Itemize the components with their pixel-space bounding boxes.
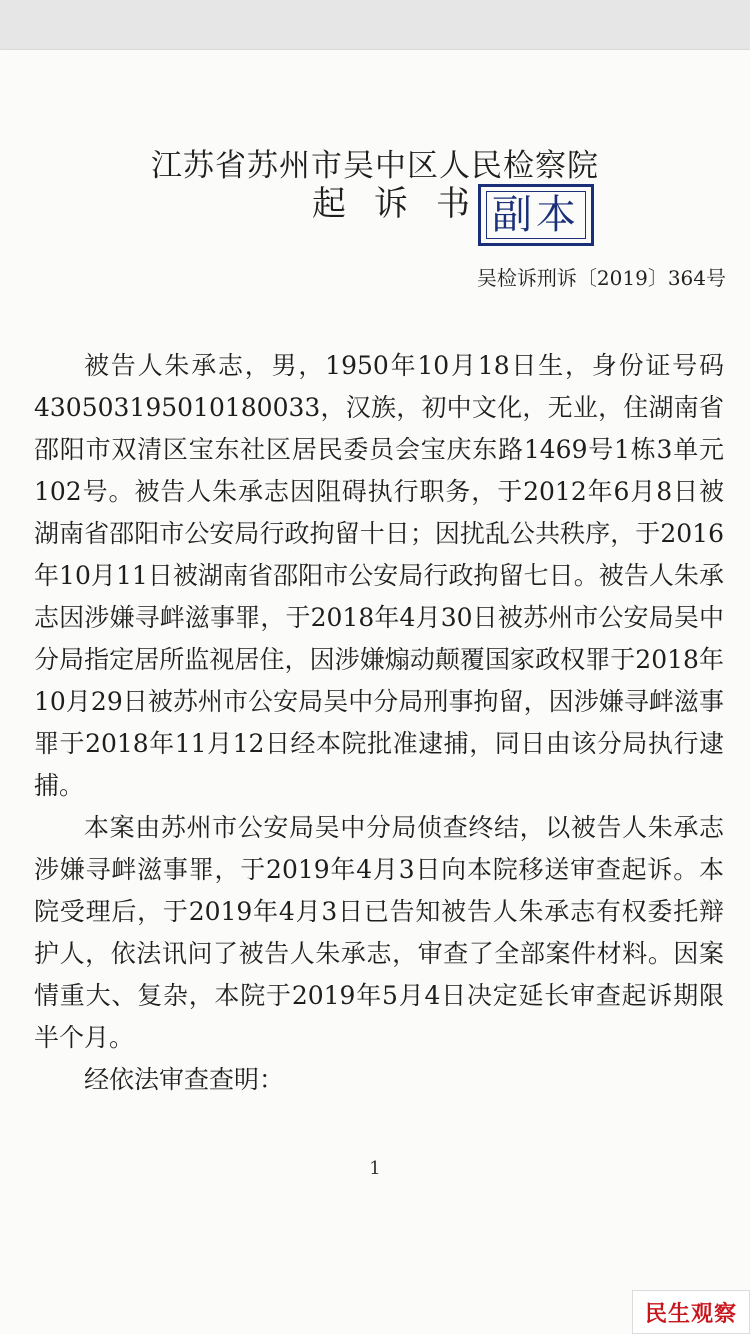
paragraph-case-procedure: 本案由苏州市公安局吴中分局侦查终结，以被告人朱承志涉嫌寻衅滋事罪，于2019年4月3日向本院移送审查起诉。本院受理后，于2019年4月3日已告知被告人朱承志有权委托辩护人，依法讯问了被告人朱承志，审查了全部案件材料。因案情重大、复杂，本院于2019年5月4日决定延长审查起诉期限半个月。 xyxy=(34,813,724,1052)
document-body xyxy=(34,345,724,1101)
paragraph-findings-intro: 经依法审查查明： xyxy=(84,1065,285,1094)
document-type-title: 起诉书 xyxy=(312,184,498,224)
top-bar xyxy=(0,0,750,50)
copy-stamp-text: 副本 xyxy=(486,191,586,239)
watermark-logo: 民生观察 xyxy=(632,1290,750,1334)
paragraph-defendant-info: 被告人朱承志，男，1950年10月18日生，身份证号码430503195010180033，汉族，初中文化，无业，住湖南省邵阳市双清区宝东社区居民委员会宝庆东路1469号1栋3单元102号。被告人朱承志因阻碍执行职务，于2012年6月8日被湖南省邵阳市公安局行政拘留十日；因扰乱公共秩序，于2016年10月11日被湖南省邵阳市公安局行政拘留七日。被告人朱承志因涉嫌寻衅滋事罪，于2018年4月30日被苏州市公安局吴中分局指定居所监视居住，因涉嫌煽动颠覆国家政权罪于2018年10月29日被苏州市公安局吴中分局刑事拘留，因涉嫌寻衅滋事罪于2018年11月12日经本院批准逮捕，同日由该分局执行逮捕。 xyxy=(34,351,724,800)
organization-title: 江苏省苏州市吴中区人民检察院 xyxy=(151,148,599,184)
copy-stamp xyxy=(478,184,594,246)
page-number: 1 xyxy=(369,1158,381,1179)
case-number: 吴检诉刑诉〔2019〕364号 xyxy=(476,266,726,290)
